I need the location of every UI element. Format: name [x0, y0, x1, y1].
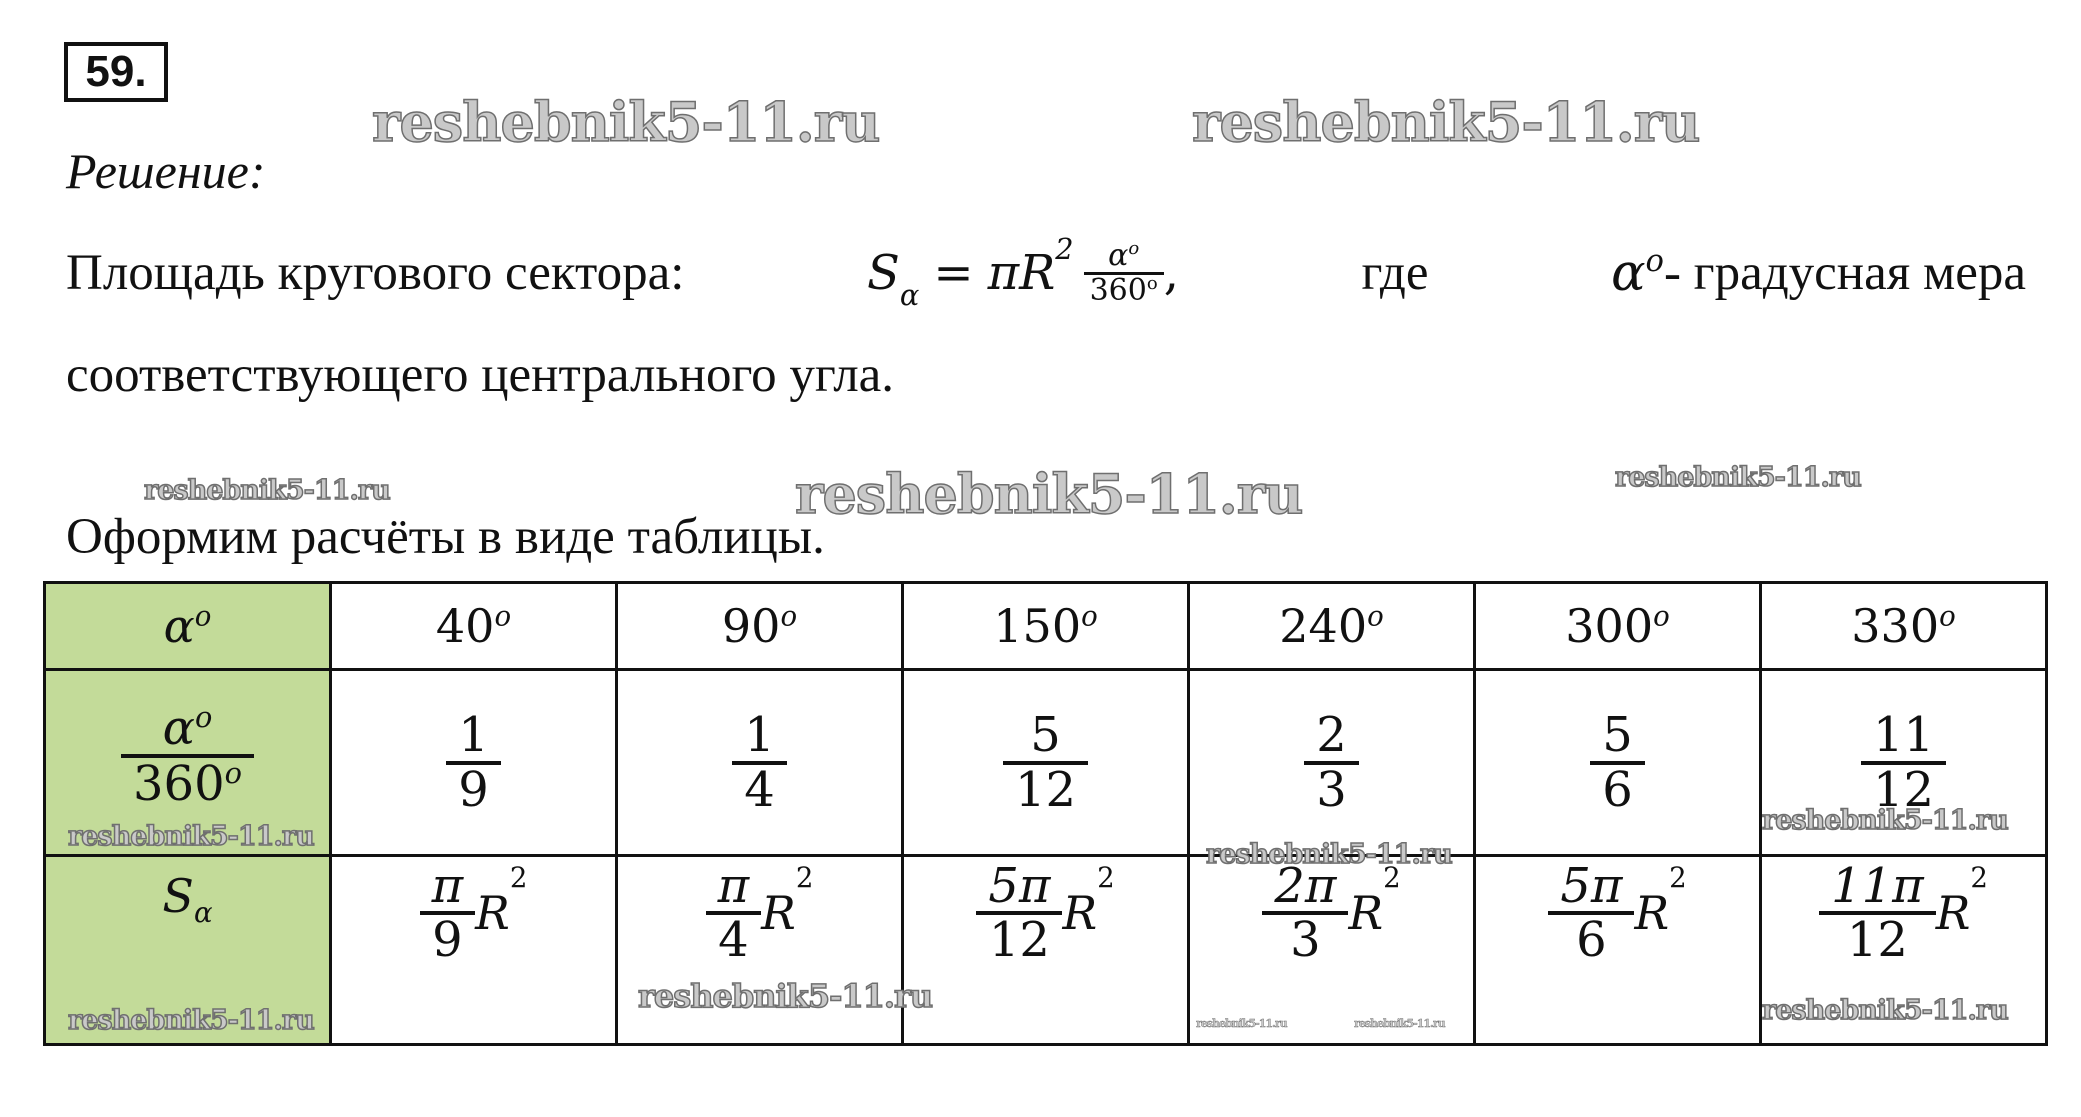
- angle-sup: o: [1081, 599, 1098, 633]
- header-alpha-sup: o: [194, 599, 212, 633]
- angle-value: 330: [1851, 599, 1940, 653]
- area-fraction: $\frac{\pi}{4}$: [706, 861, 762, 966]
- watermark: reshebnik5-11.ru: [144, 475, 390, 506]
- angle-sup: o: [1939, 599, 1956, 633]
- watermark: reshebnik5-11.ru: [795, 462, 1303, 526]
- ratio-fraction: $\frac{2}{3}$: [1304, 710, 1359, 815]
- angle-cell: [1475, 583, 1761, 670]
- formula-power: 2: [1055, 232, 1074, 266]
- where-text: где: [1361, 245, 1429, 301]
- ratio-cell: [903, 670, 1189, 856]
- header-cell-angle: [45, 583, 331, 670]
- angle-cell: [903, 583, 1189, 670]
- angle-sup: o: [494, 599, 512, 633]
- angle-value: 300: [1565, 599, 1654, 653]
- formula-comma: ,: [1163, 245, 1179, 301]
- formula-equals: =: [933, 245, 974, 301]
- watermark: reshebnik5-11.ru: [638, 977, 933, 1015]
- area-cell: $\frac{2\pi}{3}$ R $^2$ reshebnik5-11.ru reshebnik5-11.ru: [1189, 856, 1475, 1045]
- formula-sub: α: [899, 278, 920, 312]
- angle-sup: o: [780, 599, 798, 633]
- formula-s: S: [867, 245, 900, 301]
- angle-sup: o: [1367, 599, 1384, 633]
- intro-text: Площадь кругового сектора:: [66, 245, 685, 301]
- ratio-fraction: $\frac{5}{12}$: [1003, 710, 1088, 815]
- angle-cell: [1761, 583, 2047, 670]
- problem-number-box: 59.: [64, 42, 168, 102]
- angle-sup: o: [1653, 599, 1670, 633]
- ratio-cell: [331, 670, 617, 856]
- angle-cell: [331, 583, 617, 670]
- sector-table: [43, 581, 2048, 1046]
- area-fraction: $\frac{11\pi}{12}$: [1819, 861, 1936, 966]
- table-row-angle: [45, 583, 2047, 670]
- watermark: reshebnik5-11.ru: [372, 90, 880, 154]
- solution-label: Решение:: [66, 143, 266, 199]
- ratio-cell: [617, 670, 903, 856]
- header-area-s: S: [162, 869, 194, 923]
- frac-num-sup: o: [1128, 238, 1140, 259]
- header-area-sub: α: [193, 896, 213, 930]
- area-cell: $\frac{\pi}{4}$ R $^2$ reshebnik5-11.ru: [617, 856, 903, 1045]
- area-cell: $\frac{\pi}{9}$ R $^2$: [331, 856, 617, 1045]
- table-intro: Оформим расчёты в виде таблицы.: [66, 509, 825, 565]
- angle-value: 90: [721, 599, 781, 653]
- frac-den: 360: [1089, 272, 1147, 308]
- formula-fraction: [1084, 240, 1164, 306]
- header-cell-ratio: [45, 670, 331, 856]
- table-row-area: [45, 856, 2047, 1045]
- ratio-fraction: $\frac{1}{4}$: [732, 710, 787, 815]
- alpha-sup: o: [1645, 243, 1664, 279]
- ratio-cell: [1189, 670, 1475, 870]
- area-cell: $\frac{5\pi}{12}$ R $^2$: [903, 856, 1189, 1045]
- angle-value: 40: [435, 599, 495, 653]
- watermark: reshebnik5-11.ru: [1762, 805, 2008, 836]
- header-ratio-num: α: [162, 700, 196, 757]
- watermark: reshebnik5-11.ru: [1192, 90, 1700, 154]
- ratio-cell: [1475, 670, 1761, 856]
- ratio-cell: [1761, 670, 2047, 856]
- watermark: reshebnik5-11.ru: [1762, 995, 2008, 1026]
- ratio-fraction: $\frac{1}{9}$: [446, 710, 501, 815]
- angle-value: 150: [993, 599, 1082, 653]
- sector-area-formula: [867, 232, 1179, 312]
- formula-pi-r: πR: [987, 245, 1056, 301]
- area-fraction: $\frac{2\pi}{3}$: [1262, 861, 1348, 966]
- header-ratio-den: 360: [133, 755, 225, 812]
- watermark: reshebnik5-11.ru: [68, 821, 314, 852]
- area-fraction: $\frac{5\pi}{12}$: [976, 861, 1062, 966]
- angle-value: 240: [1279, 599, 1368, 653]
- watermark: reshebnik5-11.ru: [1206, 839, 1452, 870]
- frac-num: α: [1108, 238, 1129, 273]
- area-fraction: $\frac{\pi}{9}$: [420, 861, 476, 966]
- header-ratio-den-sup: o: [224, 755, 242, 790]
- ratio-fraction: $\frac{11}{12}$: [1861, 710, 1946, 815]
- area-fraction: $\frac{5\pi}{6}$: [1548, 861, 1634, 966]
- watermark: reshebnik5-11.ru: [1615, 462, 1861, 493]
- watermark: reshebnik5-11.ru: [68, 1005, 314, 1036]
- area-cell: $\frac{5\pi}{6}$ R $^2$: [1475, 856, 1761, 1045]
- angle-cell: [617, 583, 903, 670]
- header-alpha: α: [163, 599, 195, 653]
- formula-paragraph: [66, 232, 2026, 312]
- header-ratio-num-sup: o: [195, 700, 213, 735]
- header-ratio-fraction: [121, 700, 254, 812]
- angle-cell: [1189, 583, 1475, 670]
- alpha-symbol: α: [1611, 243, 1646, 303]
- table-row-ratio: [45, 670, 2047, 856]
- header-cell-area: [45, 856, 331, 1045]
- watermark: reshebnik5-11.ru: [1196, 1017, 1287, 1030]
- frac-den-sup: o: [1146, 272, 1158, 294]
- ratio-fraction: $\frac{5}{6}$: [1590, 710, 1645, 815]
- formula-paragraph-line2: соответствующего центрального угла.: [66, 347, 895, 403]
- watermark: reshebnik5-11.ru: [1354, 1017, 1445, 1030]
- area-cell: $\frac{11\pi}{12}$ R $^2$ reshebnik5-11.ru: [1761, 856, 2047, 1045]
- degree-measure-text: - градусная мера: [1663, 245, 2026, 301]
